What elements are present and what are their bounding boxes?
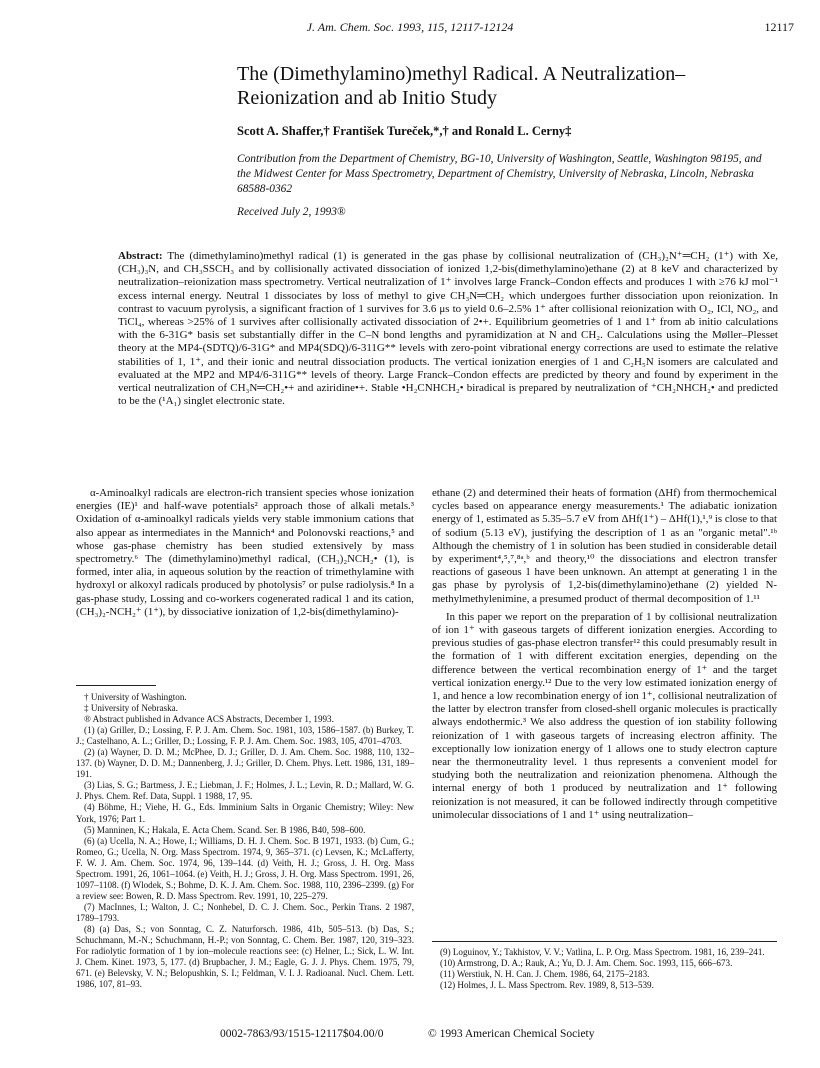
footnote: (12) Holmes, J. L. Mass Spectrom. Rev. 1989, 8, 513–539. <box>440 980 654 991</box>
journal-citation: J. Am. Chem. Soc. 1993, 115, 12117-12124 <box>306 20 514 34</box>
affiliation: Contribution from the Department of Chemistry, BG-10, University of Washington, Seattle, Washington 98195, and the Midwest Center for Mass Spectrometry, Department of Chemistry, University of Nebraska, Lincoln, Nebraska 68588-0362 <box>237 153 762 195</box>
footnote: (3) Lias, S. G.; Bartmess, J. E.; Liebman, J. F.; Holmes, J. L.; Levin, R. D.; Mallard, W. G. J. Phys. Chem. Ref. Data, Suppl. 1 1988, 17, 95. <box>76 780 414 802</box>
abstract <box>118 250 778 408</box>
body-left-column <box>76 487 414 619</box>
footnote: † University of Washington. <box>84 692 187 702</box>
footnote: ® Abstract published in Advance ACS Abstracts, December 1, 1993. <box>84 714 334 725</box>
article-code: 0002-7863/93/1515-12117$04.00/0 <box>220 1028 384 1040</box>
footnotes-right <box>432 947 777 991</box>
author-list: Scott A. Shaffer,† František Tureček,*,† and Ronald L. Cerny‡ <box>237 124 572 138</box>
paragraph: In this paper we report on the preparation of 1 by collisional neutralization of ion 1⁺ with gaseous targets of different ionization energies. According to previous studies of gas-phase electron transfer¹² this could presumably result in the formation of 1 with different excitation energies, depending on the difference between the vertical recombination energy of 1⁺ and the target vertical ionization energy.¹² Due to the very low estimated ionization energy of 1, and hence a low recombination energy of ion 1⁺, collisional neutralization of the latter by electron transfer from closed-shell organic molecules is practically always endothermic.³ We also address the question of ion stability following reionization of 1 with gaseous targets of increasing electron affinity. The exceptionally low ionization energy of 1 allows one to study electron capture near the thermoneutrality level. 1 thus represents a convenient model for studying both the neutralization and reionization phenomena. Although the internal energy of both 1 produced by neutralization and 1⁺ following reionization is not measured, it can be followed indirectly through competitive unimolecular dissociations of 1 and 1⁺ using neutralization– <box>432 610 777 821</box>
footnote: (9) Loguinov, Y.; Takhistov, V. V.; Vatlina, L. P. Org. Mass Spectrom. 1981, 16, 239–241. <box>440 947 765 957</box>
paragraph: ethane (2) and determined their heats of formation (ΔHf) from thermochemical cycles based on appearance energy measurements.¹ The adiabatic ionization energy of 1, estimated as 5.35–5.7 eV from ΔHf(1⁺) – ΔHf(1),¹,⁹ is close to that of sodium (5.13 eV), justifying the description of 1 as an "organic metal".¹ᵇ Although the chemistry of 1 in solution has been studied in considerable detail by experiment⁴,⁵,⁷,⁸ᵃ,ᵇ and theory,¹⁰ the dissociations and electron transfer reactions of gaseous 1 have been unknown. An attempt at generating 1 in the gas phase by pyrolysis of 1,2-bis(dimethylamino)ethane (2) yielded N-methylmethylenimine, a presumed product of thermal decomposition of 1.¹¹ <box>432 487 777 605</box>
article-title: The (Dimethylamino)methyl Radical. A Neutralization–Reionization and ab Initio Study <box>237 63 686 109</box>
footnote-divider <box>76 685 156 686</box>
paragraph: α-Aminoalkyl radicals are electron-rich transient species whose ionization energies (IE)¹ and half-wave potentials² approach those of alkali metals.³ Oxidation of α-aminoalkyl radicals yields very stable immonium cations that also appear as intermediates in the Mannich⁴ and Polonovski reactions,⁵ and whose gas-phase chemistry has been studied extensively by mass spectrometry.⁶ The (dimethylamino)methyl radical, (CH₃)₂NCH₂• (1), is formed, inter alia, in aqueous solution by the reaction of trimethylamine with hydroxyl or alkoxyl radicals produced by photolysis⁷ or pulse radiolysis.⁸ In a gas-phase study, Lossing and co-workers cogenerated radical 1 and its cation, (CH₃)₂-NCH₂⁺ (1⁺), by dissociative ionization of 1,2-bis(dimethylamino)- <box>76 487 414 618</box>
footnote: (10) Armstrong, D. A.; Rauk, A.; Yu, D. J. Am. Chem. Soc. 1993, 115, 666–673. <box>440 958 733 969</box>
running-header <box>0 20 820 38</box>
footnote: ‡ University of Nebraska. <box>84 703 178 714</box>
abstract-text: The (dimethylamino)methyl radical (1) is generated in the gas phase by collisional neutralization of (CH₃)₂N⁺═CH₂ (1⁺) with Xe, (CH₃)₃N, and CH₃SSCH₃ and by collisionally activated dissociation of ionized 1,2-bis(dimethylamino)ethane (2) at 8 keV and characterized by neutralization–reionization mass spectrometry. Vertical neutralization of 1⁺ involves large Franck–Condon effects and produces 1 with ≥76 kJ mol⁻¹ excess internal energy. Neutral 1 dissociates by loss of methyl to give CH₃N═CH₂ which undergoes further dissociation upon reionization. In contrast to vacuum pyrolysis, a significant fraction of 1 survives for 3.6 μs to yield 0.6–2.5% 1⁺ after collisional reionization with O₂, ICl, NO₂, and TiCl₄, whereas >25% of 1 survives after collisionally activated dissociation of 2•+. Equilibrium geometries of 1 and 1⁺ from ab initio calculations with the 6-31G* basis set substantially differ in the C–N bond lengths and pyramidization at N and CH₂. Calculations using the Møller–Plesset theory at the MP4-(SDTQ)/6-31G* and MP4(SDQ)/6-311G** levels with zero-point vibrational energy corrections are used to estimate the relative stabilities of 1, 1⁺, and their ionic and neutral dissociation products. The vertical ionization energies of 1 and C₂H₅N isomers are calculated and evaluated at the MP2 and MP4/6-311G** levels of theory. Large Franck–Condon effects are predicted by theory and found by experiment in the vertical neutralization of CH₃N═CH₂•+ and aziridine•+. Stable •H₂CNHCH₂• biradical is prepared by neutralization of ⁺CH₂NHCH₂• and predicted to be the (¹A₁) singlet electronic state. <box>118 250 778 408</box>
copyright: © 1993 American Chemical Society <box>428 1028 595 1040</box>
footnotes-left <box>76 692 414 990</box>
footnote: (7) MacInnes, I.; Walton, J. C.; Nonhebel, D. C. J. Chem. Soc., Perkin Trans. 2 1987, 1789–1793. <box>76 901 414 923</box>
footnote: (2) (a) Wayner, D. D. M.; McPhee, D. J.; Griller, D. J. Am. Chem. Soc. 1988, 110, 132–137. (b) Wayner, D. D. M.; Dannenberg, J. J.; Griller, D. Chem. Phys. Lett. 1986, 131, 189–191. <box>76 747 414 780</box>
footnote: (1) (a) Griller, D.; Lossing, F. P. J. Am. Chem. Soc. 1981, 103, 1586–1587. (b) Burkey, T. J.; Castelhano, A. L.; Griller, D.; Lossing, F. P. J. Am. Chem. Soc. 1983, 105, 4701–4703. <box>76 725 414 747</box>
footnote: (8) (a) Das, S.; von Sonntag, C. Z. Naturforsch. 1986, 41b, 505–513. (b) Das, S.; Schuchmann, M.-N.; Schuchmann, H.-P.; von Sonntag, C. Chem. Ber. 1987, 120, 319–323. For radiolytic formation of 1 by ion–molecule reactions see: (c) Helner, L.; Sick, L. W. Int. J. Chem. Kinet. 1973, 5, 177. (d) Brupbacher, J. M.; Eagle, G. J. J. Phys. Chem. 1975, 79, 671. (e) Belevsky, V. N.; Belopushkin, S. I.; Feldman, V. I. J. Radioanal. Nucl. Chem. Lett. 1986, 107, 81–93. <box>76 923 414 990</box>
abstract-label: Abstract: <box>118 250 163 262</box>
body-right-column <box>432 487 777 822</box>
footnote: (11) Werstiuk, N. H. Can. J. Chem. 1986, 64, 2175–2183. <box>440 969 650 980</box>
received-date: Received July 2, 1993® <box>237 206 346 218</box>
footnote: (5) Manninen, K.; Hakala, E. Acta Chem. Scand. Ser. B 1986, B40, 598–600. <box>84 824 366 835</box>
footnote: (4) Böhme, H.; Viehe, H. G., Eds. Imminium Salts in Organic Chemistry; Wiley: New York, 1976; Part 1. <box>76 802 414 824</box>
footnote: (6) (a) Ucella, N. A.; Howe, I.; Williams, D. H. J. Chem. Soc. B 1971, 1933. (b) Cum, G.; Romeo, G.; Ucella, N. Org. Mass Spectrom. 1974, 9, 365–371. (c) Levsen, K.; McLafferty, F. W. J. Am. Chem. Soc. 1974, 96, 139–144. (d) Veith, H. J.; Gross, J. H. Org. Mass Spectrom. 1991, 26, 1061–1064. (e) Veith, H. J.; Gross, J. H. Org. Mass Spectrom. 1991, 26, 1097–1108. (f) Wlodek, S.; Bohme, D. K. J. Am. Chem. Soc. 1988, 110, 2396–2399. (g) For a review see: Bowen, R. D. Mass Spectrom. Rev. 1991, 10, 225–279. <box>76 835 414 901</box>
footnote-divider <box>432 941 777 942</box>
page-number: 12117 <box>764 20 794 34</box>
